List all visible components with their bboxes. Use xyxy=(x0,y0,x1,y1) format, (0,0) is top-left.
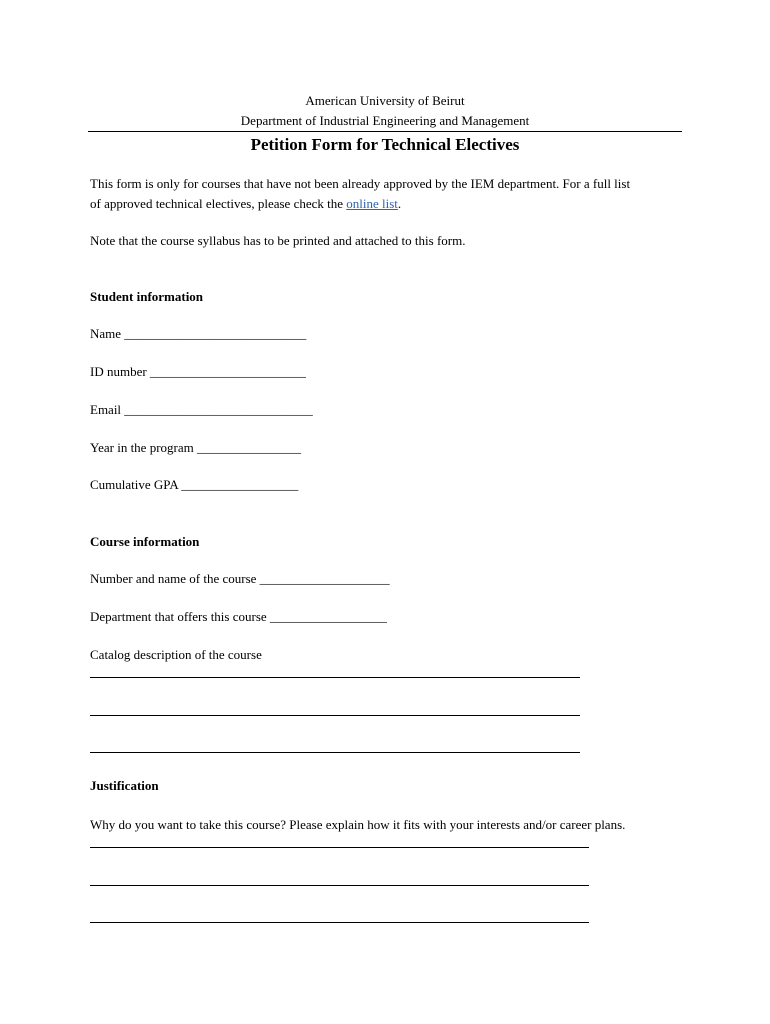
syllabus-note: Note that the course syllabus has to be printed and attached to this form. xyxy=(90,233,466,248)
gpa-field[interactable]: Cumulative GPA __________________ xyxy=(90,477,299,492)
justification-line-1[interactable] xyxy=(90,847,589,848)
justification-heading: Justification xyxy=(90,778,159,793)
department-name: Department of Industrial Engineering and Management xyxy=(240,113,530,128)
header-divider xyxy=(88,131,682,132)
student-info-heading: Student information xyxy=(90,289,204,304)
form-title: Petition Form for Technical Electives xyxy=(250,135,520,154)
id-number-field[interactable]: ID number ________________________ xyxy=(90,364,306,379)
catalog-description-line-2[interactable] xyxy=(90,715,580,716)
course-info-heading: Course information xyxy=(90,534,200,549)
justification-line-3[interactable] xyxy=(90,922,589,923)
course-department-field[interactable]: Department that offers this course __________________ xyxy=(90,609,387,624)
online-list-link[interactable]: online list xyxy=(346,196,398,211)
catalog-description-line-3[interactable] xyxy=(90,752,580,753)
justification-line-2[interactable] xyxy=(90,885,589,886)
course-number-name-field[interactable]: Number and name of the course ____________________ xyxy=(90,571,390,586)
year-in-program-field[interactable]: Year in the program ________________ xyxy=(90,440,301,455)
justification-question: Why do you want to take this course? Please explain how it fits with your interests and/or career plans. xyxy=(90,817,626,832)
intro-line-1: This form is only for courses that have not been already approved by the IEM department. For a full list xyxy=(90,176,631,191)
email-field[interactable]: Email _____________________________ xyxy=(90,402,313,417)
name-field[interactable]: Name ____________________________ xyxy=(90,326,307,341)
institution-name: American University of Beirut xyxy=(305,93,465,108)
intro-line-2-prefix: of approved technical electives, please check the xyxy=(90,196,347,211)
catalog-description-line-1[interactable] xyxy=(90,677,580,678)
intro-line-2 xyxy=(90,195,401,212)
intro-line-2-suffix: . xyxy=(397,196,402,211)
catalog-description-label: Catalog description of the course xyxy=(90,647,262,662)
